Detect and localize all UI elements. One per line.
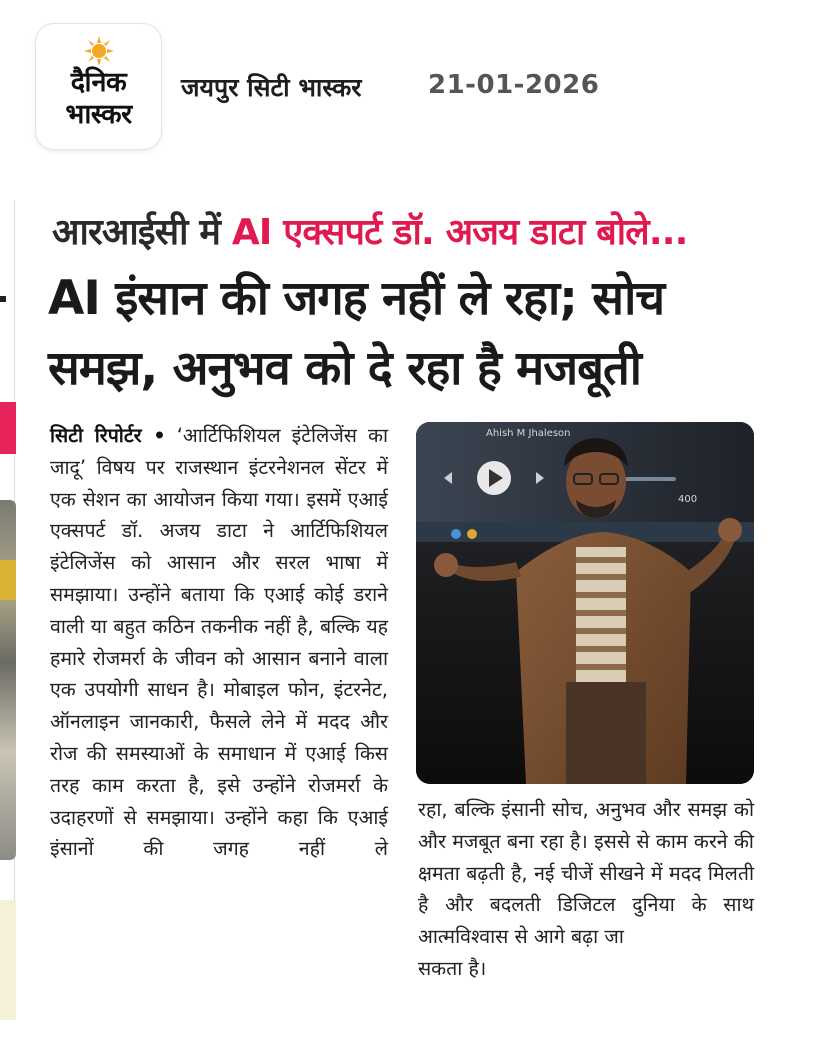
kicker-prefix: आरआईसी में [52, 212, 221, 253]
publication-date: 21-01-2026 [428, 70, 600, 100]
logo-text-line1: दैनिक [70, 67, 127, 98]
kicker-highlight: AI एक्सपर्ट डॉ. अजय डाटा बोले... [231, 212, 688, 253]
article-headline: AI इंसान की जगह नहीं ले रहा; सोच समझ, अनुभव को दे रहा है मजबूती [48, 271, 665, 396]
adjacent-column-photo-detail [0, 560, 16, 600]
adjacent-column-box [0, 900, 16, 1020]
article-body-right [418, 794, 754, 985]
adjacent-column-accent [0, 402, 16, 454]
sun-icon [84, 36, 114, 66]
byline: सिटी रिपोर्टर • [50, 424, 166, 447]
adjacent-column-photo [0, 500, 16, 860]
screen-label: Ahish M Jhaleson [486, 428, 571, 439]
article-body-left [50, 420, 388, 865]
adjacent-column-bullet [0, 296, 6, 302]
body-right-text: रहा, बल्कि इंसानी सोच, अनुभव और समझ को और मजबूत बना रहा है। इससे से काम करने की क्षमता बढ़ती है, नई चीजें सीखने में मदद मिलती है और बदलती डिजिटल दुनिया के साथ आत्मविश्वास से आगे बढ़ा जा [418, 798, 754, 949]
newspaper-logo [36, 24, 161, 149]
speaker-photo [416, 422, 754, 784]
body-right-end: सकता है। [418, 956, 487, 980]
body-left-text: ‘आर्टिफिशियल इंटेलिजेंस का जादू’ विषय पर राजस्थान इंटरनेशनल सेंटर में एक सेशन का आयोजन किया गया। इसमें एआई एक्सपर्ट डॉ. अजय डाटा ने आर्टिफिशियल इंटेलिजेंस को आसान और सरल भाषा में समझाया। उन्होंने बताया कि एआई कोई डराने वाली या बहुत कठिन तकनीक नहीं है, बल्कि यह हमारे रोजमर्रा के जीवन को आसान बनाने वाला एक उपयोगी साधन है। मोबाइल फोन, इंटरनेट, ऑनलाइन जानकारी, फैसले लेने में मदद और रोज की समस्याओं के समाधान में एआई किस तरह काम करता है, इसे उन्होंने रोजमर्रा के उदाहरणों से समझाया। उन्होंने कहा कि एआई इंसानों की जगह नहीं ले [50, 424, 388, 861]
screen-number: 400 [678, 494, 698, 505]
logo-text-line2: भास्कर [65, 99, 132, 130]
edition-name: जयपुर सिटी भास्कर [181, 73, 362, 102]
article-kicker [52, 206, 688, 255]
